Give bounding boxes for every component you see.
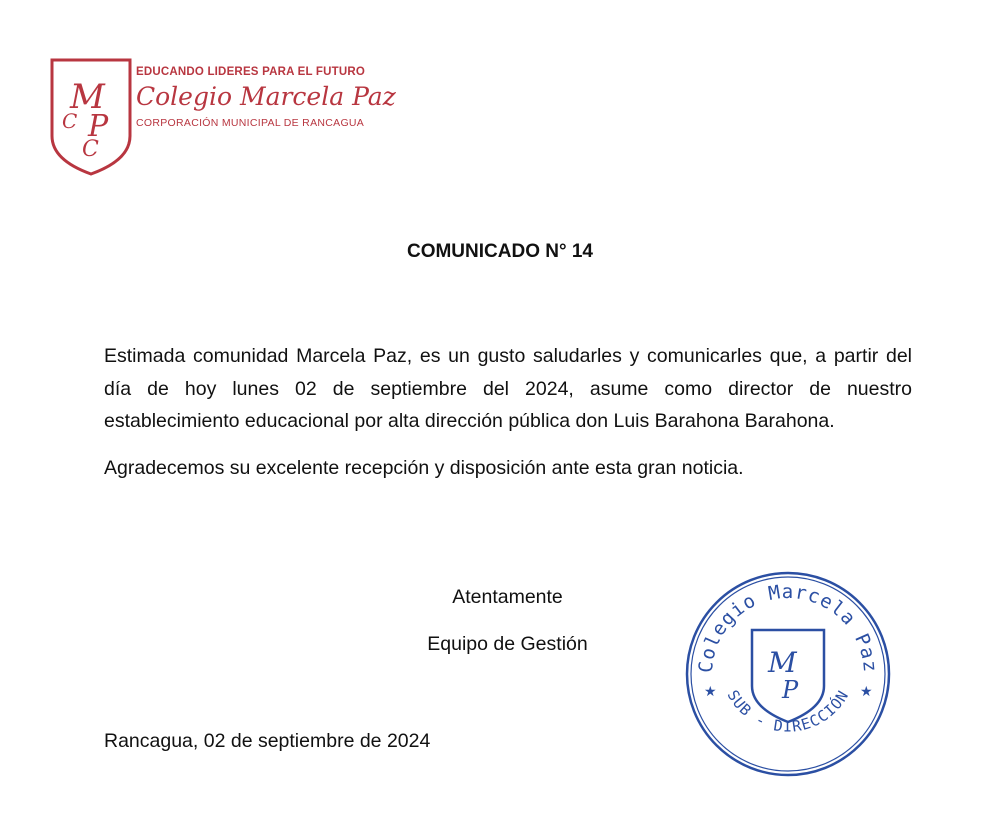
letterhead-text <box>136 66 396 129</box>
svg-text:C: C <box>62 109 78 133</box>
svg-text:M: M <box>70 77 105 117</box>
svg-text:P: P <box>88 109 109 144</box>
official-stamp <box>682 568 894 780</box>
letterhead-tagline: EDUCANDO LIDERES PARA EL FUTURO <box>136 66 365 78</box>
letterhead-corporation: CORPORACIÓN MUNICIPAL DE RANCAGUA <box>136 117 365 129</box>
place-and-date: Rancagua, 02 de septiembre de 2024 <box>104 730 431 752</box>
stamp-star-right-icon: ★ <box>860 683 873 699</box>
stamp-bottom-text: SUB - DIRECCIÓN <box>723 686 853 736</box>
svg-text:P: P <box>782 676 799 704</box>
letterhead <box>48 56 396 178</box>
school-crest-logo <box>48 56 134 178</box>
svg-text:C: C <box>82 137 99 162</box>
document-title: COMUNICADO N° 14 <box>406 241 593 262</box>
letterhead-school-name: Colegio Marcela Paz <box>136 82 396 111</box>
body-paragraph-2: Agradecemos su excelente recepción y disposición ante esta gran noticia. <box>104 456 744 479</box>
signatory: Equipo de Gestión <box>427 633 588 655</box>
stamp-top-text: Colegio Marcela Paz <box>694 581 882 674</box>
stamp-star-left-icon: ★ <box>704 683 717 699</box>
svg-text:M: M <box>768 646 797 679</box>
closing-phrase: Atentamente <box>452 586 563 608</box>
document-body <box>104 340 912 484</box>
body-paragraph-1: Estimada comunidad Marcela Paz, es un gusto saludarles y comunicarles que, a partir del día de hoy lunes 02 de septiembre del 2024, asume como director de nuestro establecimiento educacional por alta dirección pública don Luis Barahona Barahona. <box>104 345 912 432</box>
